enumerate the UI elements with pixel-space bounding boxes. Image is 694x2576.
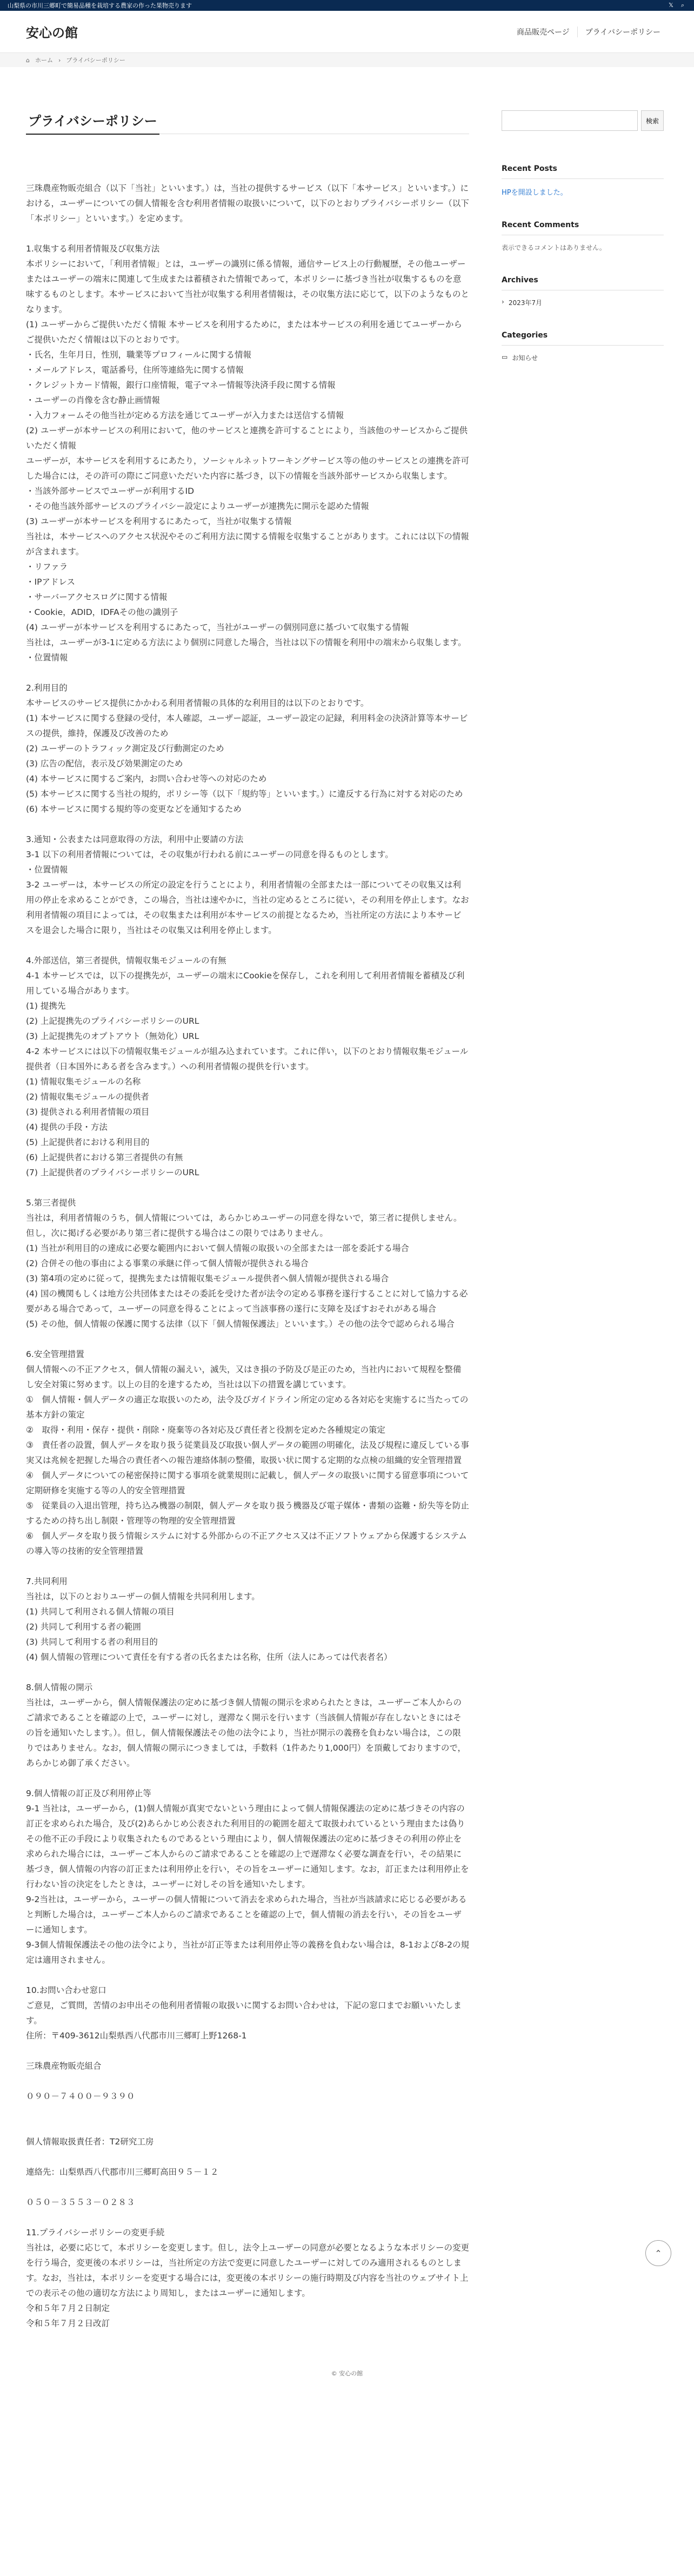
- categories-title: Categories: [502, 331, 664, 346]
- archives-widget: [502, 276, 664, 307]
- policy-body: 三珠農産物販売組合（以下「当社」といいます。）は，当社の提供するサービス（以下「本サービス」といいます。）における，ユーザーについての個人情報を含む利用者情報の取扱いについて，以下のとおりプライバシーポリシー（以下「本ポリシー」といいます。）を定めます。 1.収集する利用者情報及び収集方法 本ポリシーにおいて，「利用者情報」とは，ユーザーの識別に係る情報，通信サービス上の行動履歴，その他ユーザーまたはユーザーの端末に関連して生成または蓄積された情報であって，本ポリシーに基づき当社が収集するものを意味するものとします。本サービスにおいて当社が収集する利用者情報は，その収集方法に応じて，以下のようなものとなります。 (1) ユーザーからご提供いただく情報 本サービスを利用するために，または本サービスの利用を通じてユーザーからご提供いただく情報は以下のとおりです。 ・氏名，生年月日，性別，職業等プロフィールに関する情報 ・メールアドレス，電話番号，住所等連絡先に関する情報 ・クレジットカード情報，銀行口座情報，電子マネー情報等決済手段に関する情報 ・ユーザーの肖像を含む静止画情報 ・入力フォームその他当社が定める方法を通じてユーザーが入力または送信する情報 (2) ユーザーが本サービスの利用において，他のサービスと連携を許可することにより，当該他のサービスからご提供いただく情報 ユーザーが，本サービスを利用するにあたり，ソーシャルネットワーキングサービス等の他のサービスとの連携を許可した場合には，その許可の際にご同意いただいた内容に基づき，以下の情報を当該外部サービスから収集します。 ・当該外部サービスでユーザーが利用するID ・その他当該外部サービスのプライバシー設定によりユーザーが連携先に開示を認めた情報 (3) ユーザーが本サービスを利用するにあたって，当社が収集する情報 当社は，本サービスへのアクセス状況やそのご利用方法に関する情報を収集することがあります。これには以下の情報が含まれます。 ・リファラ ・IPアドレス ・サーバーアクセスログに関する情報 ・Cookie，ADID，IDFAその他の識別子 (4) ユーザーが本サービスを利用するにあたって，当社がユーザーの個別同意に基づいて収集する情報 当社は，ユーザーが3-1に定める方法により個別に同意した場合，当社は以下の情報を利用中の端末から収集します。 ・位置情報 2.利用目的 本サービスのサービス提供にかかわる利用者情報の具体的な利用目的は以下のとおりです。 (1) 本サービスに関する登録の受付，本人確認，ユーザー認証，ユーザー設定の記録，利用料金の決済計算等本サービスの提供，維持，保護及び改善のため (2) ユーザーのトラフィック測定及び行動測定のため (3) 広告の配信，表示及び効果測定のため (4) 本サービスに関するご案内，お問い合わせ等への対応のため (5) 本サービスに関する当社の規約，ポリシー等（以下「規約等」といいます。）に違反する行為に対する対応のため (6) 本サービスに関する規約等の変更などを通知するため 3.通知・公表または同意取得の方法，利用中止要請の方法 3-1 以下の利用者情報については，その収集が行われる前にユーザーの同意を得るものとします。 ・位置情報 3-2 ユーザーは，本サービスの所定の設定を行うことにより，利用者情報の全部または一部についてその収集又は利用の停止を求めることができ，この場合，当社は速やかに，当社の定めるところに従い，その利用を停止します。なお利用者情報の項目によっては，その収集または利用が本サービスの前提となるため，当社所定の方法により本サービスを退会した場合に限り，当社はその収集又は利用を停止します。 4.外部送信，第三者提供，情報収集モジュールの有無 4-1 本サービスでは，以下の提携先が，ユーザーの端末にCookieを保存し，これを利用して利用者情報を蓄積及び利用している場合があります。 (1) 提携先 (2) 上記提携先のプライバシーポリシーのURL (3) 上記提携先のオプトアウト（無効化）URL 4-2 本サービスには以下の情報収集モジュールが組み込まれています。これに伴い，以下のとおり情報収集モジュール提供者（日本国外にある者を含みます。）への利用者情報の提供を行います。 (1) 情報収集モジュールの名称 (2) 情報収集モジュールの提供者 (3) 提供される利用者情報の項目 (4) 提供の手段・方法 (5) 上記提供者における利用目的 (6) 上記提供者における第三者提供の有無 (7) 上記提供者のプライバシーポリシーのURL 5.第三者提供 当社は，利用者情報のうち，個人情報については，あらかじめユーザーの同意を得ないで，第三者に提供しません。但し，次に掲げる必要があり第三者に提供する場合はこの限りではありません。 (1) 当社が利用目的の達成に必要な範囲内において個人情報の取扱いの全部または一部を委託する場合 (2) 合併その他の事由による事業の承継に伴って個人情報が提供される場合 (3) 第4項の定めに従って，提携先または情報収集モジュール提供者へ個人情報が提供される場合 (4) 国の機関もしくは地方公共団体またはその委託を受けた者が法令の定める事務を遂行することに対して協力する必要がある場合であって，ユーザーの同意を得ることによって当該事務の遂行に支障を及ぼすおそれがある場合 (5) その他，個人情報の保護に関する法律（以下「個人情報保護法」といいます。）その他の法令で認められる場合 6.安全管理措置 個人情報への不正アクセス，個人情報の漏えい，滅失，又はき損の予防及び是正のため，当社内において規程を整備し安全対策に努めます。以上の目的を達するため，当社は以下の措置を講じています。 ① 個人情報・個人データの適正な取扱いのため，法令及びガイドライン所定の定める各対応を実施するに当たっての基本方針の策定 ② 取得・利用・保存・提供・削除・廃棄等の各対応及び責任者と役割を定めた各種規定の策定 ③ 責任者の設置，個人データを取り扱う従業員及び取扱い個人データの範囲の明確化，法及び規程に違反している事実又は兆候を把握した場合の責任者への報告連絡体制の整備，取扱い状に関する定期的な点検の組織的安全管理措置 ④ 個人データについての秘密保持に関する事項を就業規則に記載し，個人データの取扱いに関する留意事項について定期研修を実施する等の人的安全管理措置 ⑤ 従業員の入退出管理，持ち込み機器の制限，個人データを取り扱う機器及び電子媒体・書類の盗難・紛失等を防止するための持ち出し制限・管理等の物理的安全管理措置 ⑥ 個人データを取り扱う情報システムに対する外部からの不正アクセス又は不正ソフトウェアから保護するシステムの導入等の技術的安全管理措置 7.共同利用 当社は，以下のとおりユーザーの個人情報を共同利用します。 (1) 共同して利用される個人情報の項目 (2) 共同して利用する者の範囲 (3) 共同して利用する者の利用目的 (4) 個人情報の管理について責任を有する者の氏名または名称，住所（法人にあっては代表者名） 8.個人情報の開示 当社は，ユーザーから，個人情報保護法の定めに基づき個人情報の開示を求められたときは，ユーザーご本人からのご請求であることを確認の上で，ユーザーに対し，遅滞なく開示を行います（当該個人情報が存在しないときにはその旨を通知いたします。）。但し，個人情報保護法その他の法令により，当社が開示の義務を負わない場合は，この限りではありません。なお，個人情報の開示につきましては，手数料（1件あたり1,000円）を頂戴しておりますので，あらかじめ御了承ください。 9.個人情報の訂正及び利用停止等 9-1 当社は，ユーザーから，(1)個人情報が真実でないという理由によって個人情報保護法の定めに基づきその内容の訂正を求められた場合，及び(2)あらかじめ公表された利用目的の範囲を超えて取扱われているという理由または偽りその他不正の手段により収集されたものであるという理由により，個人情報保護法の定めに基づきその利用の停止を求められた場合には，ユーザーご本人からのご請求であることを確認の上で遅滞なく必要な調査を行い，その結果に基づき，個人情報の内容の訂正または利用停止を行い，その旨をユーザーに通知します。なお，訂正または利用停止を行わない旨の決定をしたときは，ユーザーに対しその旨を通知いたします。 9-2当社は，ユーザーから，ユーザーの個人情報について消去を求められた場合，当社が当該請求に応じる必要があると判断した場合は，ユーザーご本人からのご請求であることを確認の上で，個人情報の消去を行い，その旨をユーザーに通知します。 9-3個人情報保護法その他の法令により，当社が訂正等または利用停止等の義務を負わない場合は，8-1および8-2の規定は適用されません。 10.お問い合わせ窓口 ご意見，ご質問，苦情のお申出その他利用者情報の取扱いに関するお問い合わせは，下記の窓口までお願いいたします。 住所：〒409-3612山梨県西八代郡市川三郷町上野1268-1 三珠農産物販売組合 ０９０－７４００－９３９０ 個人情報取扱責任者：T2研究工房 連絡先：山梨県西八代郡市川三郷町高田９５－１２ ０５０－３５５３－０２８３ 11.プライバシーポリシーの変更手続 当社は，必要に応じて，本ポリシーを変更します。但し，法令上ユーザーの同意が必要となるような本ポリシーの変更を行う場合，変更後の本ポリシーは，当社所定の方法で変更に同意したユーザーに対してのみ適用されるものとします。なお，当社は，本ポリシーを変更する場合には，変更後の本ポリシーの施行時期及び内容を当社のウェブサイト上での表示その他の適切な方法により周知し，またはユーザーに通知します。 令和５年７月２日制定 令和５年７月２日改訂: [26, 183, 469, 2328]
- archive-item[interactable]: [502, 298, 664, 307]
- recent-posts-title: Recent Posts: [502, 164, 664, 179]
- recent-posts-widget: [502, 164, 664, 197]
- search-icon[interactable]: ⌕: [680, 2, 684, 9]
- category-item-label: お知らせ: [512, 354, 538, 362]
- search-button[interactable]: 検索: [641, 110, 664, 131]
- archives-title: Archives: [502, 276, 664, 290]
- nav-item-privacy[interactable]: プライバシーポリシー: [577, 27, 668, 37]
- recent-comments-title: Recent Comments: [502, 221, 664, 235]
- breadcrumb: [0, 53, 694, 67]
- main-content: [26, 67, 469, 2331]
- site-tagline: 山梨県の市川三郷町で簡易品種を栽培する農家の作った果物売ります: [8, 2, 192, 9]
- site-logo[interactable]: 安心の館: [26, 25, 78, 41]
- archive-item-label: 2023年7月: [508, 299, 542, 307]
- twitter-icon[interactable]: 𝕏: [668, 2, 673, 9]
- category-item[interactable]: [502, 353, 664, 362]
- chevron-up-icon: ⌃: [655, 2248, 662, 2259]
- recent-post-link[interactable]: HPを開設しました。: [502, 189, 568, 197]
- site-header: [0, 11, 694, 53]
- recent-comments-widget: [502, 221, 664, 252]
- home-icon: ⌂: [26, 56, 30, 64]
- chevron-right-icon: ›: [502, 298, 504, 306]
- chevron-right-icon: ›: [58, 56, 61, 64]
- site-footer: [0, 2363, 694, 2383]
- search-widget: [502, 110, 664, 131]
- categories-widget: [502, 331, 664, 362]
- sidebar: [502, 67, 664, 2331]
- nav-item-shop[interactable]: 商品販売ページ: [516, 28, 570, 37]
- back-to-top-button[interactable]: [645, 2240, 671, 2266]
- page-title: プライバシーポリシー: [26, 110, 159, 135]
- breadcrumb-current: プライバシーポリシー: [66, 57, 125, 64]
- breadcrumb-home[interactable]: ホーム: [35, 57, 53, 64]
- top-bar: [0, 0, 694, 11]
- folder-icon: ▭: [502, 353, 508, 361]
- copyright: © 安心の館: [331, 2370, 363, 2377]
- search-input[interactable]: [502, 110, 638, 131]
- recent-comments-empty: 表示できるコメントはありません。: [502, 244, 606, 251]
- global-nav: [509, 27, 668, 37]
